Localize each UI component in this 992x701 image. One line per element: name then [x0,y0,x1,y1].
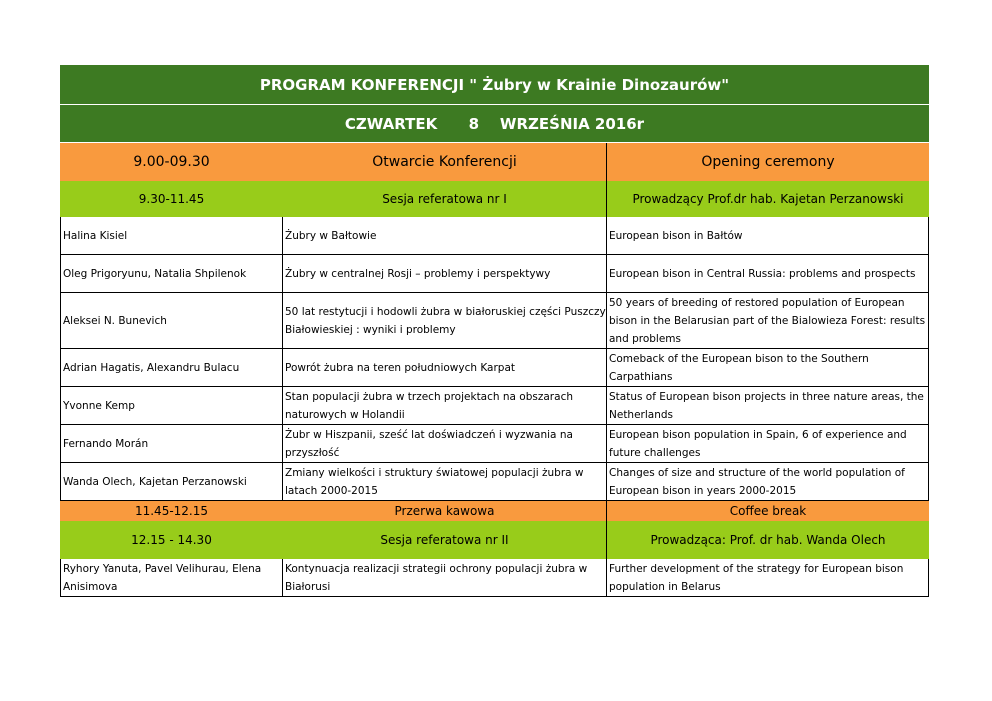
title-pl-cell: Zmiany wielkości i struktury światowej populacji żubra w latach 2000-2015 [283,463,607,500]
program-title [60,65,929,105]
session1-time: 9.30-11.45 [138,192,205,206]
session2-pl: Sesja referatowa nr II [283,521,607,559]
speaker-cell: Oleg Prigoryunu, Natalia Shpilenok [60,255,283,292]
table-row [60,559,929,597]
session2-en: Prowadząca: Prof. dr hab. Wanda Olech [650,533,886,547]
speaker-cell: Ryhory Yanuta, Pavel Velihurau, Elena Anisimova [60,559,283,596]
session1-row [60,181,929,217]
title-en-cell: Changes of size and structure of the world population of European bison in years 2000-2015 [607,463,929,500]
speaker-cell: Wanda Olech, Kajetan Perzanowski [60,463,283,500]
session1-pl: Sesja referatowa nr I [283,181,607,217]
title-en-cell: Further development of the strategy for European bison population in Belarus [607,559,929,596]
title-pl-cell: 50 lat restytucji i hodowli żubra w białoruskiej części Puszczy Białowieskiej : wyniki i problemy [283,293,607,348]
title-en-cell: European bison in Central Russia: problems and prospects [607,255,929,292]
title-pl-cell: Powrót żubra na teren południowych Karpat [283,349,607,386]
opening-row [60,143,929,181]
opening-time: 9.00-09.30 [133,154,210,170]
table-row [60,293,929,349]
speaker-cell: Fernando Morán [60,425,283,462]
title-pl-cell: Stan populacji żubra w trzech projektach na obszarach naturowych w Holandii [283,387,607,424]
title-pl-cell: Kontynuacja realizacji strategii ochrony populacji żubra w Białorusi [283,559,607,596]
session2-time: 12.15 - 14.30 [131,533,212,547]
title-pl-cell: Żubr w Hiszpanii, sześć lat doświadczeń i wyzwania na przyszłość [283,425,607,462]
date-header [60,105,929,143]
session2-row [60,521,929,559]
title-en-cell: Status of European bison projects in three nature areas, the Netherlands [607,387,929,424]
title-en-cell: European bison in Bałtów [607,217,929,254]
title-en-cell: 50 years of breeding of restored population of European bison in the Belarusian part of the Bialowieza Forest: results and problems [607,293,929,348]
opening-pl: Otwarcie Konferencji [283,143,607,181]
title-text: PROGRAM KONFERENCJI " Żubry w Krainie Dinozaurów" [259,75,730,94]
speaker-cell: Yvonne Kemp [60,387,283,424]
speaker-cell: Aleksei N. Bunevich [60,293,283,348]
title-en-cell: Comeback of the European bison to the Southern Carpathians [607,349,929,386]
title-pl-cell: Żubry w Bałtowie [283,217,607,254]
date-text: CZWARTEK 8 WRZEŚNIA 2016r [344,114,645,133]
table-row [60,463,929,501]
title-en-cell: European bison population in Spain, 6 of experience and future challenges [607,425,929,462]
coffee-en: Coffee break [729,504,807,518]
table-row [60,387,929,425]
table-row [60,425,929,463]
coffee-time: 11.45-12.15 [134,504,209,518]
speaker-cell: Adrian Hagatis, Alexandru Bulacu [60,349,283,386]
table-row [60,217,929,255]
coffee-pl: Przerwa kawowa [283,501,607,521]
table-row [60,349,929,387]
speaker-cell: Halina Kisiel [60,217,283,254]
title-pl-cell: Żubry w centralnej Rosji – problemy i perspektywy [283,255,607,292]
coffee-row [60,501,929,521]
session1-en: Prowadzący Prof.dr hab. Kajetan Perzanowski [632,192,904,206]
table-row [60,255,929,293]
opening-en: Opening ceremony [701,154,835,170]
